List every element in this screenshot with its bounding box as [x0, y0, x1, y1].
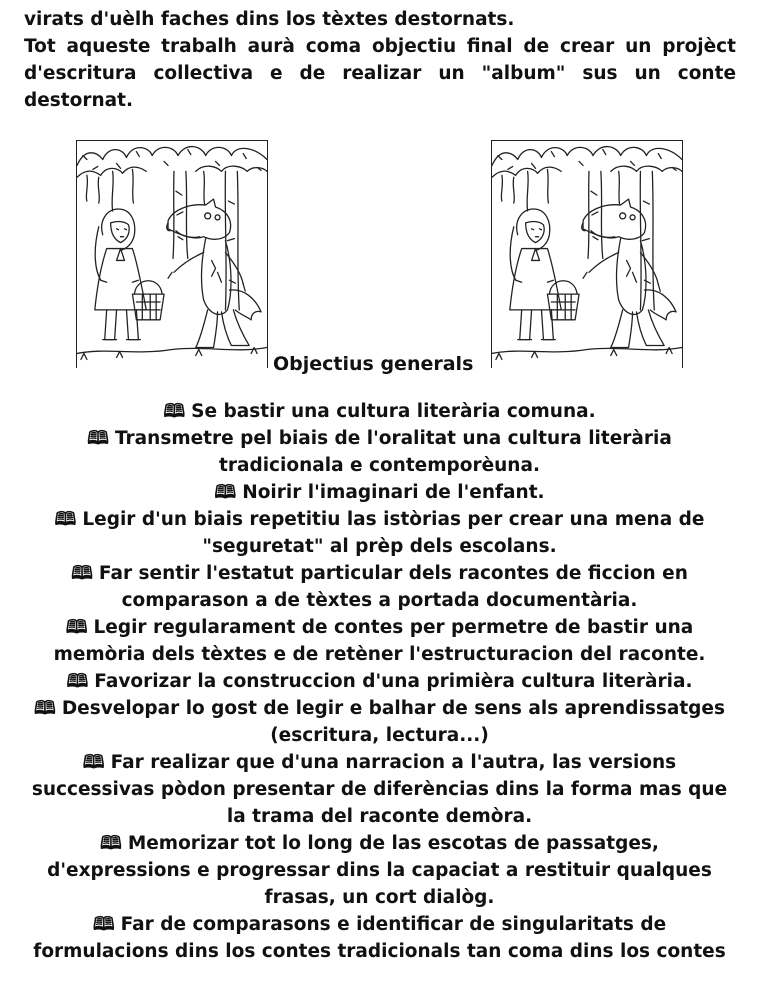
objective-text: "seguretat" al prèp dels escolans. [202, 536, 557, 557]
objective-text: memòria dels tèxtes e de retèner l'estructuracion del raconte. [53, 644, 706, 665]
intro-paragraph-2: Tot aqueste trabalh aurà coma objectiu final de crear un projèct d'escritura collectiva e de realizar un "album" sus un conte destornat. [24, 36, 736, 111]
open-book-icon: 🕮 [82, 752, 105, 773]
objective-text: Desvelopar lo gost de legir e balhar de sens als aprendissatges [61, 698, 725, 719]
objective-line [8, 803, 751, 830]
illustration-red-riding-hood-wolf-left [76, 140, 268, 368]
objectives-heading: Objectius generals [273, 353, 474, 375]
objective-text: Favorizar la construccion d'una primièra cultura literària. [94, 671, 693, 692]
objective-line [8, 479, 751, 506]
objective-line [8, 452, 751, 479]
objective-text: tradicionala e contemporèuna. [219, 455, 540, 476]
open-book-icon: 🕮 [54, 509, 77, 530]
objective-text: comparason a de tèxtes a portada documentària. [121, 590, 638, 611]
objective-line [8, 911, 751, 938]
open-book-icon: 🕮 [100, 833, 122, 854]
objective-text: Se bastir una cultura literària comuna. [191, 401, 596, 422]
open-book-icon: 🕮 [87, 428, 109, 449]
objective-text: Far realizar que d'una narracion a l'autra, las versions [110, 752, 677, 773]
red-riding-hood-wolf-drawing [492, 141, 682, 368]
objective-line [8, 560, 751, 587]
open-book-icon: 🕮 [71, 563, 93, 584]
intro-text [24, 6, 736, 114]
objective-text: successivas pòdon presentar de diferèncias dins la forma mas que [31, 779, 728, 800]
objective-text: Legir d'un biais repetitiu las istòrias per crear una mena de [82, 509, 705, 530]
objective-line [8, 938, 751, 965]
objective-line [8, 857, 751, 884]
objective-line [8, 830, 751, 857]
red-riding-hood-wolf-drawing [77, 141, 267, 368]
objective-text: Memorizar tot lo long de las escotas de passatges, [127, 833, 659, 854]
objective-text: (escritura, lectura...) [270, 725, 489, 746]
intro-line-1: virats d'uèlh faches dins los tèxtes destornats. [24, 9, 515, 30]
objective-line [8, 695, 751, 722]
open-book-icon: 🕮 [65, 617, 88, 638]
objective-line [8, 398, 751, 425]
objective-line [8, 668, 751, 695]
objectives-list [8, 398, 751, 965]
open-book-icon: 🕮 [214, 482, 237, 503]
objective-line [8, 506, 751, 533]
open-book-icon: 🕮 [66, 671, 89, 692]
objective-text: Far de comparasons e identificar de singularitats de [120, 914, 667, 935]
objective-line [8, 749, 751, 776]
illustration-red-riding-hood-wolf-right [491, 140, 683, 368]
objective-text: Transmetre pel biais de l'oralitat una cultura literària [114, 428, 672, 449]
objective-line [8, 884, 751, 911]
open-book-icon: 🕮 [163, 401, 186, 422]
objective-text: d'expressions e progressar dins la capaciat a restituir qualques [47, 860, 712, 881]
objective-line [8, 533, 751, 560]
objective-line [8, 587, 751, 614]
objective-line [8, 641, 751, 668]
objective-text: la trama del raconte demòra. [226, 806, 533, 827]
objective-line [8, 425, 751, 452]
open-book-icon: 🕮 [92, 914, 115, 935]
objective-text: formulacions dins los contes tradicionals tan coma dins los contes [33, 941, 726, 962]
objective-line [8, 722, 751, 749]
objective-text: Legir regularament de contes per permetre de bastir una [93, 617, 694, 638]
objective-text: frasas, un cort dialòg. [264, 887, 495, 908]
open-book-icon: 🕮 [34, 698, 56, 719]
objective-line [8, 614, 751, 641]
objective-text: Far sentir l'estatut particular dels racontes de ficcion en [98, 563, 688, 584]
objective-line [8, 776, 751, 803]
objective-text: Noirir l'imaginari de l'enfant. [242, 482, 545, 503]
